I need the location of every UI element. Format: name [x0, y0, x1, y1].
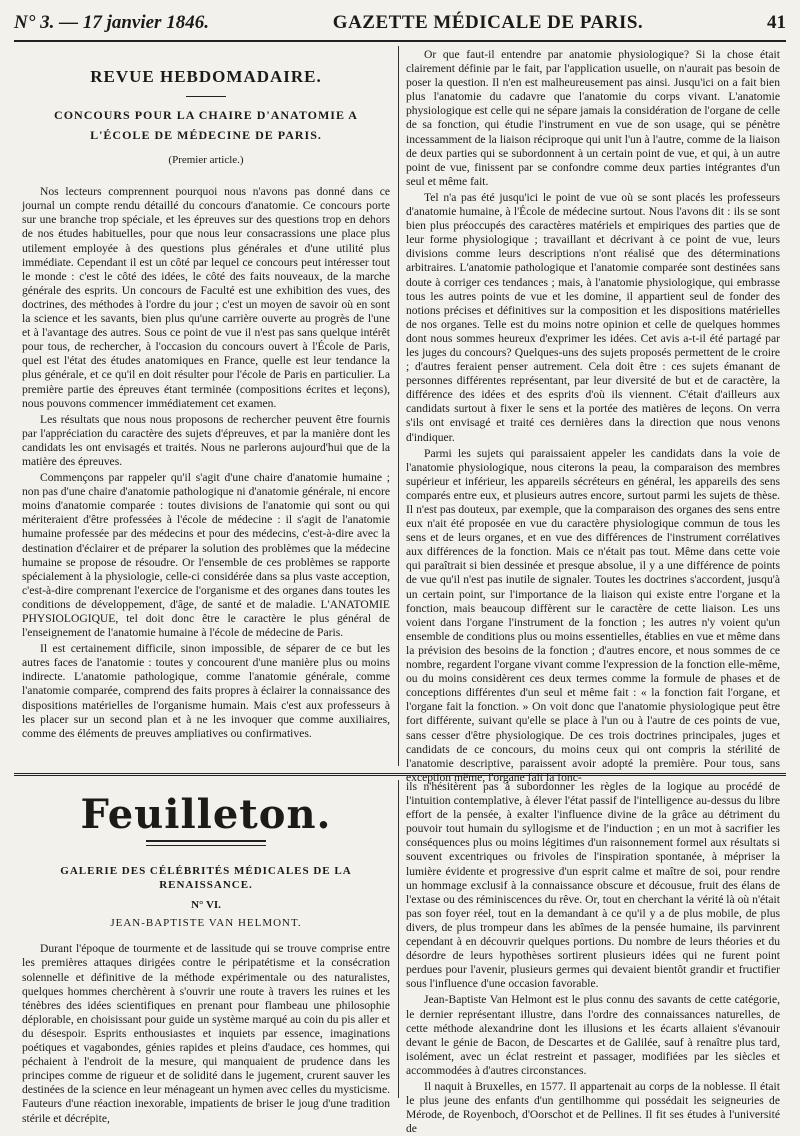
revue-paragraph: Tel n'a pas été jusqu'ici le point de vue où se sont placés les professeurs d'anatomie humaine, à l'École de médecine surtout. Nous l'avons dit : ils se sont bien plus préoccupés des caractères matériels et empiriques des parties que de leur forme physiologique ; travaillant et décrivant à ce point de vue, leurs divisions comme leurs descriptions n'ont réalisé que des déterminations arbitraires. L'anatomie pathologique et l'anatomie comparée sont destinées sans doute à corriger ces tendances ; mais, à l'anatomie physiologique, qui embrasse tous les autres points de vue et les domine, il appartient seul de fonder des notions précises et définitives sur la composition et les dispositions matérielles de nos organes. Telle est du moins notre opinion et celle de quelques hommes dont nous sommes heureux d'exprimer les idées. Cet avis a-t-il été partagé par les juges du concours? Quelques-uns des sujets proposés permettent de le croire ; d'autres feraient penser autrement. Cela doit être : ces sujets émanant de personnes différentes représentant, par leur diversité de but et de caractère, la différence des idées et des esprits d'où ils viennent. C'était d'ailleurs aux candidats surtout à fixer le sens et la portée des matières de leçons. On verra s'ils ont envisagé et traité ces dernières dans la direction que nous venons d'indiquer.: [406, 190, 780, 444]
revue-paragraph: Il est certainement difficile, sinon impossible, de séparer de ce but les autres faces de l'anatomie : toutes y concourent d'une manière plus ou moins indirecte. L'anatomie pathologique, comme l'anatomie générale, comme l'anatomie comparée, comprend des faits propres à éclairer la connaissance des dispositions matérielles de l'organisme humain. Mais c'est aux professeurs à les placer sur un second plan et à ne les invoquer que comme auxiliaires, comme des éléments de preuves ampliatives ou confirmatives.: [22, 642, 390, 740]
feuilleton-paragraph: ils n'hésitèrent pas à subordonner les règles de la logique au procédé de l'intuition contemplative, à élever l'état passif de l'intelligence au-dessus du libre effort de la pensée, à exalter l'influence divine de la grâce au détriment du pouvoir tout humain du syllogisme et de l'induction ; en un mot à sacrifier les conséquences plus ou moins légitimes d'un raisonnement formel aux résultats si souvent excentriques ou frivoles de l'inspiration spontanée, à mépriser la lumière évidente et progressive d'un esprit calme et maître de soi, pour rendre un hommage exclusif à la connaissance obscure et décousue, fruit des élans de l'extase ou des réminiscences du rêve. Or, tout en cherchant la vérité là où n'était pas son foyer réel, tout en la demandant à ce qu'il y a de plus mobile, de plus divers, de plus trompeur dans les abîmes de la pensée humaine, ils parvinrent cependant à en découvrir quelques portions. Du nombre de leurs théories et du désordre de leurs hypothèses sortirent plusieurs idées qui ne furent point perdues pour l'avenir, plusieurs germes qui devaient bientôt grandir et fructifier sous l'influence d'une occasion favorable.: [406, 780, 780, 991]
revue-left-column: [22, 48, 390, 768]
revue-paragraph: Nos lecteurs comprennent pourquoi nous n'avons pas donné dans ce journal un compte rendu détaillé du concours d'anatomie. Ce concours porte sur une branche trop spéciale, et les épreuves sur des questions trop en dehors de nos études habituelles, pour que nous leur consacrassions une place plus utilement employée à des questions plus générales et d'une utilité plus immédiate. Cependant il est un côté par lequel ce concours peut intéresser tout le monde : c'est le côté des idées, le côté des faits nouveaux, de la marche générale des esprits. Un concours de Faculté est une exhibition des vues, des doctrines, des méthodes à l'ordre du jour ; c'est un moyen de savoir où en sont la science et les savants, bien plus qu'une carrière ouverte au progrès de l'une et à l'avantage des autres. Sous ce point de vue il n'est pas sans quelque intérêt pour tous, de rechercher, à l'occasion du concours ouvert à l'École de Paris, quel est l'état des études anatomiques en France, quelle est leur tendance la plus générale, et ce qu'il en doit résulter pour l'école de Paris en particulier. La première partie des épreuves étant terminée (compositions écrites et leçons), nous pouvons commencer immédiatement cet examen.: [22, 185, 390, 410]
biography-name: JEAN-BAPTISTE VAN HELMONT.: [110, 917, 302, 930]
newspaper-title: GAZETTE MÉDICALE DE PARIS.: [332, 12, 644, 33]
column-divider-top: [398, 46, 399, 766]
page-number: 41: [767, 12, 786, 33]
galerie-title: GALERIE DES CÉLÉBRITÉS MÉDICALES DE LA RENAISSANCE.: [60, 865, 352, 892]
feuilleton-paragraph: Il naquit à Bruxelles, en 1577. Il appartenait au corps de la noblesse. Il était le plus jeune des enfants d'un gentilhomme qui possédait les seigneuries de Mérode, de Royenboch, d'Oorschot et de Pellines. Il fit ses études à l'université de: [406, 1079, 780, 1136]
revue-paragraph: Parmi les sujets qui paraissaient appeler les candidats dans la voie de l'anatomie physiologique, nous citerons la peau, la comparaison des membres supérieur et inférieur, les appareils sécréteurs en général, les appareils des sens comparés entre eux, et plusieurs autres encore, surtout parmi les sujets de thèse. Il n'est pas douteux, par exemple, que la comparaison des organes des sens entre eux n'ait été proposée en vue du caractère physiologique commun de tous les sens et de leurs organes, et en vue des différences de l'instrument corrélatives aux différences de la fonction. Mais ce n'était pas tout. Même dans cette voie qui paraîtrait si bien dessinée et presque absolue, il y a une différence de points de vue qu'il n'est pas inutile de signaler. Toutes les doctrines s'accordent, jusqu'à un certain point, sur l'importance de la liaison qui existe entre l'organe et la fonction, mais beaucoup diffèrent sur le caractère de cette liaison. Les uns voient dans l'organe l'instrument de la fonction ; les autres n'y voient qu'un ensemble de conditions plus ou moins essentielles, établies en vue et même dans la prévision des besoins de la fonction ; d'autres encore, et nous sommes de ce nombre, regardent l'organe vivant comme l'expression de la fonction elle-même, ou du moins considèrent ces deux termes comme la formule de phases et de conceptions différentes d'un seul et même fait : « la fonction fait l'organe, et l'organe fait la fonction. » On voit donc que l'anatomie physiologique peut être fort différente, suivant qu'elle se place à l'un ou à l'autre de ces points de vue, sans cesser d'être physiologique. De ces trois doctrines principales, juges et candidats de ce concours, du moins ceux qui ont compris la stérilité de l'anatomie descriptive, paraissent avoir adopté la première. Pour tous, sans exception même, l'organe fait la fonc-: [406, 446, 780, 784]
feuilleton-left-column: [22, 780, 390, 1125]
feuilleton-paragraph: Durant l'époque de tourmente et de lassitude qui se trouve comprise entre les premières attaques dirigées contre le péripatétisme et la consécration solennelle et définitive de la méthode expérimentale ou des naturalistes, quelques hommes cherchèrent à s'ouvrir une route à travers les ruines et les ténèbres des idées scientifiques en prenant pour flambeau une philosophie déplorable, en choisissant pour guide un système marqué au coin du pis aller et du désespoir. Esprits enthousiastes et inquiets par essence, imaginations poétiques et vagabondes, génies rapides et pleins d'audace, ces hommes, qui péchaient à l'endroit de la mesure, qui manquaient de prudence dans les principes comme de rigueur et de solidité dans le jugement, crurent sauver les destinées de la science en leur ménageant un hymen avec celles du mysticisme. Fauteurs d'une réaction inexorable, impatients de briser le joug d'une tradition stérile et décrépite,: [22, 942, 390, 1125]
concours-title: CONCOURS POUR LA CHAIRE D'ANATOMIE A L'ÉCOLE DE MÉDECINE DE PARIS.: [54, 108, 358, 143]
revue-title: REVUE HEBDOMADAIRE.: [90, 67, 322, 86]
revue-paragraph: Commençons par rappeler qu'il s'agit d'une chaire d'anatomie humaine ; non pas d'une chaire d'anatomie pathologique ni d'anatomie générale, ni encore moins d'anatomie comparée : toutes divisions de l'anatomie qui sont ou qui mériteraient d'être professées à l'école de médecine : il s'agit de l'anatomie humaine professée par des médecins et pour des médecins, c'est-à-dire avec la destination d'éclairer et de préparer la solution des problèmes que la médecine humaine se propose de résoudre. Or l'ensemble de ces problèmes se rapporte spécialement à la physiologie, celle-ci considérée dans sa plus vaste acception, c'est-à-dire comprenant l'exercice de l'organisme et des organes dans toutes les conditions de développement, d'âge, de santé et de maladie. L'ANATOMIE PHYSIOLOGIQUE, tel doit donc être le caractère le plus général de l'enseignement de l'anatomie humaine à l'école de médecine de Paris.: [22, 471, 390, 640]
feuilleton-ornament: [146, 840, 266, 846]
revue-right-column: [406, 48, 780, 784]
article-note: (Premier article.): [168, 154, 244, 167]
header-rule: [14, 40, 786, 42]
issue-number: N° 3. — 17 janvier 1846.: [14, 12, 209, 33]
revue-paragraph: Les résultats que nous nous proposons de rechercher peuvent être fournis par l'appréciation du caractère des sujets d'épreuves, et par la manière dont les candidats les ont envisagés et traités. Nous ne parlerons aujourd'hui que de la matière des épreuves.: [22, 412, 390, 468]
revue-paragraph: Or que faut-il entendre par anatomie physiologique? Si la chose était clairement définie par le fait, par l'application usuelle, on n'aurait pas besoin de poser la question. Il n'en est malheureusement pas ainsi. Jusqu'ici on a fait bien plus l'anatomie du cadavre que l'anatomie du corps vivant. L'anatomie physiologique est celle qui ne sépare jamais la considération de l'organe de celle de sa fonction, qui étudie l'instrument en vue de son usage, qui se pénètre incessamment de la liaison réciproque qui unit l'un à l'autre, comme de la liaison de deux parties qui se subordonnent à un certain point de vue, et qui, à un autre point de vue, finissent par se confondre comme deux parties intégrantes d'un seul et même fait.: [406, 48, 780, 188]
feuilleton-paragraph: Jean-Baptiste Van Helmont est le plus connu des savants de cette catégorie, le dernier représentant illustre, dans l'ordre des connaissances naturelles, de cette méthode alexandrine dont les illusions et les écarts allaient s'évanouir devant le génie de Bacon, de Descartes et de Galilée, sauf à renaître plus tard, isolément, avec un éclat restreint et passager, modifiées par les siècles et accommodées à d'autres circonstances.: [406, 993, 780, 1077]
masthead: [14, 12, 786, 36]
feuilleton-title: Feuilleton.: [80, 791, 332, 838]
numero: N° VI.: [191, 899, 221, 912]
column-divider-bottom: [398, 780, 399, 1098]
title-rule: [186, 96, 226, 97]
feuilleton-right-column: [406, 780, 780, 1136]
